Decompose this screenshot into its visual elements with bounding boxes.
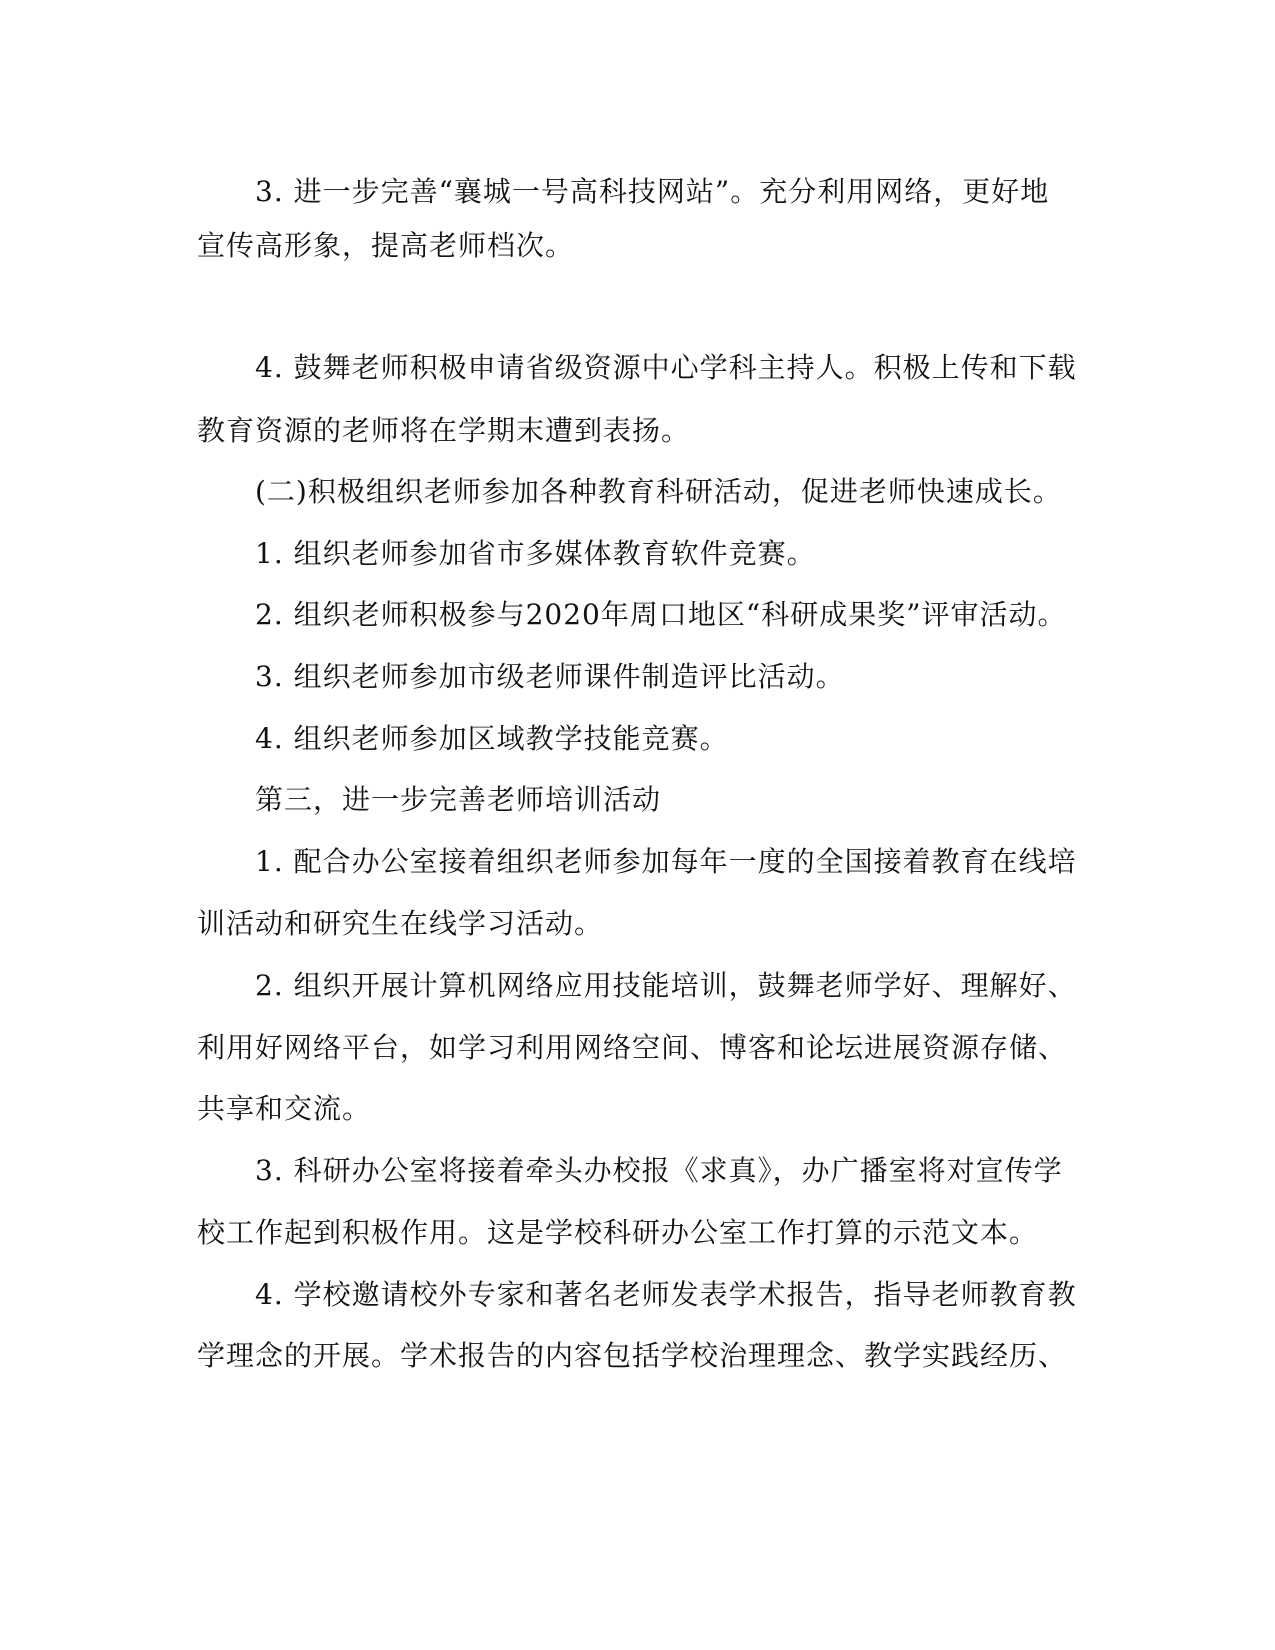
paragraph-line: 宣传高形象，提高老师档次。 — [197, 229, 575, 262]
paragraph-line: 训活动和研究生在线学习活动。 — [197, 907, 604, 940]
list-item: 1. 组织老师参加省市多媒体教育软件竞赛。 — [255, 537, 816, 570]
paragraph-line: 共享和交流。 — [197, 1092, 372, 1125]
paragraph-line: 3. 科研办公室将接着牵头办校报《求真》，办广播室将对宣传学 — [255, 1154, 1063, 1187]
list-item: 2. 组织老师积极参与2020年周口地区“科研成果奖”评审活动。 — [255, 598, 1067, 631]
paragraph-line: 利用好网络平台，如学习利用网络空间、博客和论坛进展资源存储、 — [197, 1031, 1068, 1064]
paragraph-line: 1. 配合办公室接着组织老师参加每年一度的全国接着教育在线培 — [255, 845, 1077, 878]
section-heading: 第三，进一步完善老师培训活动 — [255, 783, 662, 816]
list-item: 4. 组织老师参加区域教学技能竞赛。 — [255, 722, 729, 755]
paragraph-line: 校工作起到积极作用。这是学校科研办公室工作打算的示范文本。 — [197, 1216, 1039, 1249]
paragraph-line: 4. 鼓舞老师积极申请省级资源中心学科主持人。积极上传和下载 — [255, 351, 1077, 384]
paragraph-line: 3. 进一步完善“襄城一号高科技网站”。充分利用网络，更好地 — [255, 175, 1050, 208]
paragraph-line: 4. 学校邀请校外专家和著名老师发表学术报告，指导老师教育教 — [255, 1278, 1077, 1311]
list-item: 3. 组织老师参加市级老师课件制造评比活动。 — [255, 660, 845, 693]
paragraph-line: 2. 组织开展计算机网络应用技能培训，鼓舞老师学好、理解好、 — [255, 969, 1077, 1002]
section-heading: (二)积极组织老师参加各种教育科研活动，促进老师快速成长。 — [255, 475, 1062, 508]
paragraph-line: 学理念的开展。学术报告的内容包括学校治理理念、教学实践经历、 — [197, 1339, 1068, 1372]
paragraph-line: 教育资源的老师将在学期末遭到表扬。 — [197, 414, 691, 447]
